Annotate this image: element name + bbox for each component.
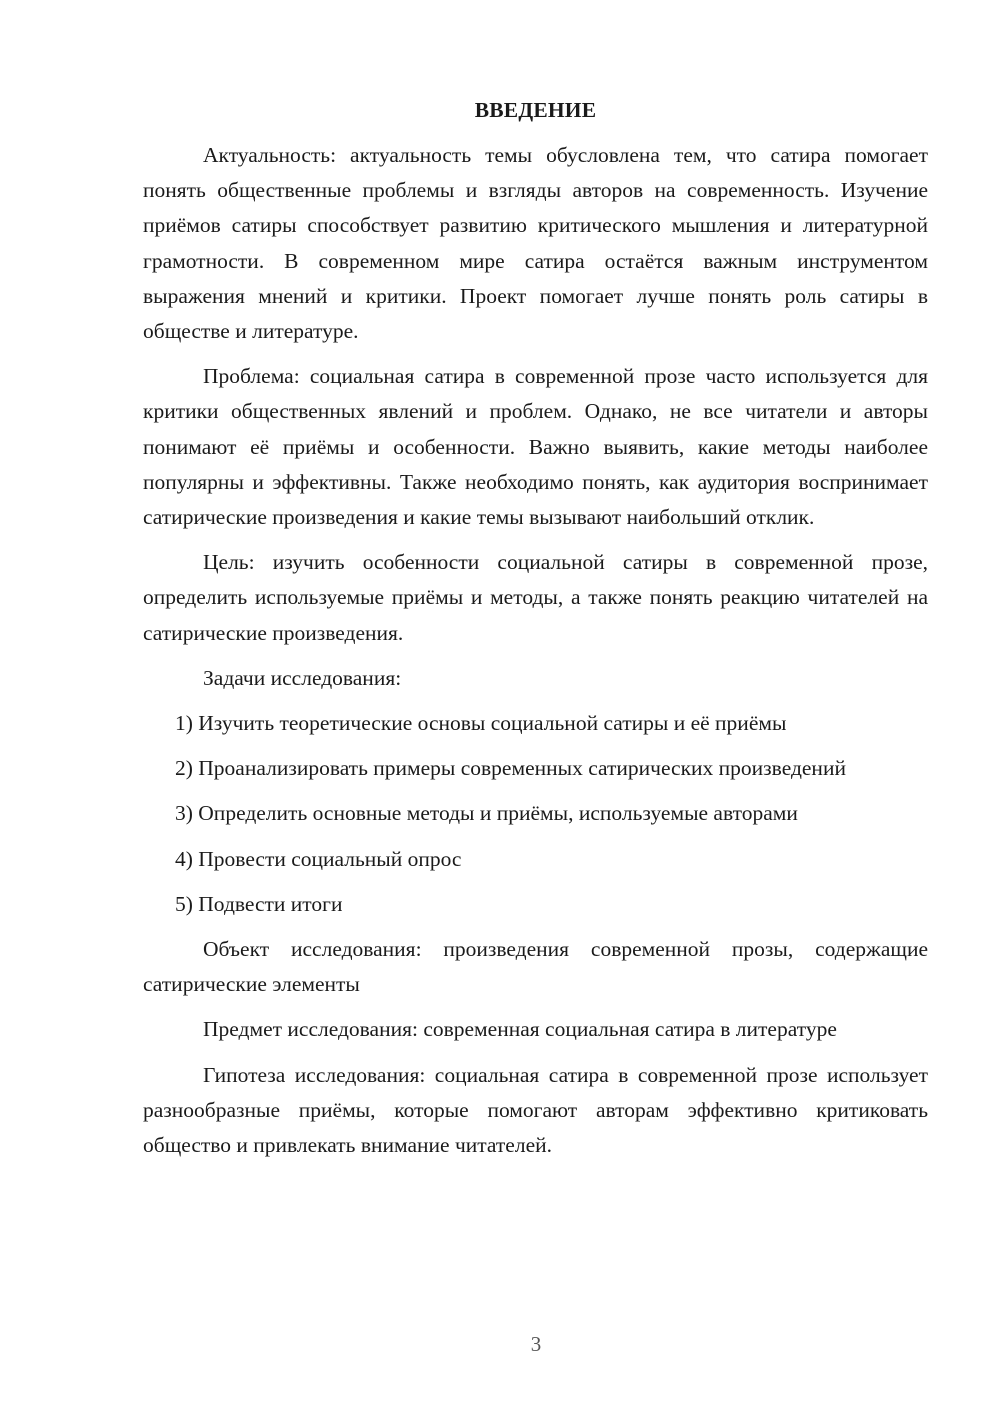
- section-title: ВВЕДЕНИЕ: [474, 98, 597, 122]
- task-item: 3) Определить основные методы и приёмы, используемые авторами: [175, 801, 798, 826]
- paragraph-object: Объект исследования: произведения современной прозы, содержащие сатирические элементы: [143, 937, 928, 997]
- paragraph-problem: Проблема: социальная сатира в современной прозе часто используется для критики общественных явлений и проблем. Однако, не все читатели и авторы понимают её приёмы и особенности. Важно выявить, какие методы наиболее популярны и эффективны. Также необходимо понять, как аудитория воспринимает сатирические произведения и какие темы вызывают наибольший отклик.: [143, 364, 928, 530]
- paragraph-goal: Цель: изучить особенности социальной сатиры в современной прозе, определить используемые приёмы и методы, а также понять реакцию читателей на сатирические произведения.: [143, 550, 928, 645]
- task-item: 2) Проанализировать примеры современных сатирических произведений: [175, 756, 846, 781]
- page-content: [143, 92, 928, 1163]
- task-item: 5) Подвести итоги: [175, 891, 343, 916]
- paragraph-relevance: Актуальность: актуальность темы обусловлена тем, что сатира помогает понять общественные проблемы и взгляды авторов на современность. Изучение приёмов сатиры способствует развитию критического мышления и литературной грамотности. В современном мире сатира остаётся важным инструментом выражения мнений и критики. Проект помогает лучше понять роль сатиры в обществе и литературе.: [143, 143, 928, 344]
- paragraph-tasks-heading: Задачи исследования:: [203, 665, 402, 690]
- task-item: 1) Изучить теоретические основы социальной сатиры и её приёмы: [175, 711, 787, 736]
- page-number: 3: [530, 1332, 542, 1356]
- paragraph-subject: Предмет исследования: современная социальная сатира в литературе: [203, 1017, 837, 1042]
- task-item: 4) Провести социальный опрос: [175, 846, 462, 871]
- paragraph-hypothesis: Гипотеза исследования: социальная сатира в современной прозе использует разнообразные приёмы, которые помогают авторам эффективно критиковать общество и привлекать внимание читателей.: [143, 1062, 928, 1158]
